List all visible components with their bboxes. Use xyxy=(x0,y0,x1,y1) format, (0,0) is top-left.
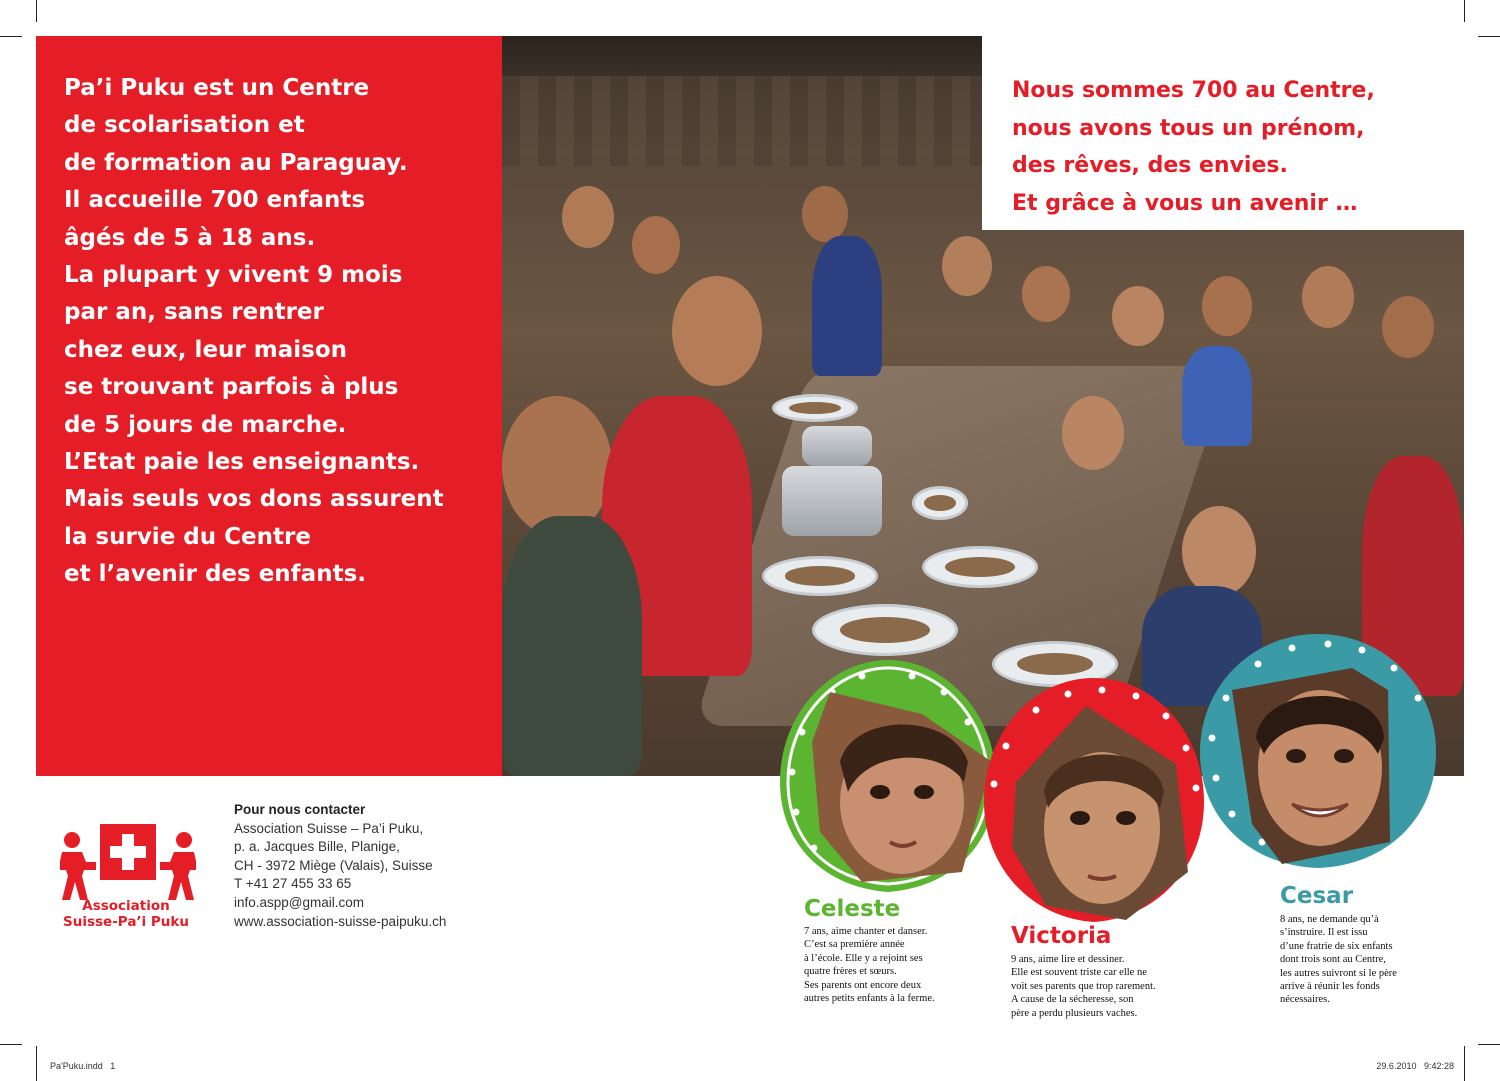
crop-mark xyxy=(1464,1046,1465,1081)
quote-line: Nous sommes 700 au Centre, xyxy=(1012,78,1375,103)
child-figure xyxy=(942,236,992,296)
child-figure xyxy=(672,276,762,386)
crop-mark xyxy=(0,36,22,37)
intro-line: âgés de 5 à 18 ans. xyxy=(64,224,316,251)
child-figure xyxy=(1202,276,1252,336)
intro-line: et l’avenir des enfants. xyxy=(64,561,366,588)
bio-line: A cause de la sécheresse, son xyxy=(1011,994,1134,1006)
intro-line: Mais seuls vos dons assurent xyxy=(64,486,444,513)
intro-line: par an, sans rentrer xyxy=(64,299,324,326)
bio-line: s’instruire. Il est issu xyxy=(1280,927,1368,939)
bio-line: Elle est souvent triste car elle ne xyxy=(1011,967,1147,979)
quote-line: nous avons tous un prénom, xyxy=(1012,115,1365,141)
intro-line: chez eux, leur maison xyxy=(64,336,347,363)
child-shirt xyxy=(812,236,882,376)
plate xyxy=(922,546,1038,588)
cooking-pot xyxy=(782,466,882,536)
plate xyxy=(762,556,878,596)
bio-line: 8 ans, ne demande qu’à xyxy=(1280,914,1379,925)
intro-line: Pa’i Puku est un Centre xyxy=(64,75,370,101)
print-footer-file: Pa'Puku.indd 1 xyxy=(50,1061,116,1071)
print-footer-date: 29.6.2010 9:42:28 xyxy=(1376,1061,1454,1071)
quote-box xyxy=(982,36,1464,230)
contact-title: Pour nous contacter xyxy=(234,802,366,817)
bio-line: d’une fratrie de six enfants xyxy=(1280,940,1393,952)
contact-phone: T +41 27 455 33 65 xyxy=(234,876,352,892)
intro-line: de 5 jours de marche. xyxy=(64,411,347,438)
child-figure xyxy=(802,186,848,242)
child-figure xyxy=(562,186,614,248)
contact-line: Association Suisse – Pa’i Puku, xyxy=(234,820,424,836)
crop-mark xyxy=(36,0,37,22)
child-figure xyxy=(502,396,612,536)
child-name-victoria: Victoria xyxy=(1011,923,1112,949)
contact-block xyxy=(234,801,446,931)
quote-line: des rêves, des envies. xyxy=(1012,153,1288,178)
bio-line: à l’école. Elle y a rejoint ses xyxy=(804,952,923,964)
plate xyxy=(772,394,858,422)
bio-line: 9 ans, aime lire et dessiner. xyxy=(1011,954,1125,965)
intro-line: la survie du Centre xyxy=(64,523,311,550)
logo-line: Association xyxy=(82,898,170,914)
child-shirt xyxy=(502,516,642,776)
bio-line: quatre frères et sœurs. xyxy=(804,966,897,978)
contact-line: CH - 3972 Miège (Valais), Suisse xyxy=(234,857,433,873)
quote-line: Et grâce à vous un avenir … xyxy=(1012,190,1358,216)
crop-mark xyxy=(0,1044,22,1045)
intro-line: de formation au Paraguay. xyxy=(64,149,408,176)
portrait-celeste xyxy=(772,652,1004,902)
child-name-cesar: Cesar xyxy=(1280,883,1354,909)
intro-panel xyxy=(36,36,502,776)
plate xyxy=(812,604,958,656)
portrait-cesar xyxy=(1192,628,1444,874)
intro-line: La plupart y vivent 9 mois xyxy=(64,262,403,289)
bio-line: père a perdu plusieurs vaches. xyxy=(1011,1007,1138,1019)
bio-line: les autres suivront si le père xyxy=(1280,967,1397,979)
child-figure xyxy=(1062,396,1124,470)
child-bio-cesar xyxy=(1280,913,1397,1007)
child-figure xyxy=(632,216,680,274)
logo-name xyxy=(40,898,212,930)
child-figure xyxy=(1112,286,1164,346)
child-bio-victoria xyxy=(1011,953,1156,1020)
contact-website[interactable]: www.association-suisse-paipuku.ch xyxy=(234,913,447,929)
bio-line: dont trois sont au Centre, xyxy=(1280,954,1386,966)
child-bio-celeste xyxy=(804,925,935,1005)
child-figure xyxy=(1382,296,1434,358)
bio-line: C’est sa première année xyxy=(804,939,905,951)
plate xyxy=(912,486,968,520)
crop-mark xyxy=(1478,36,1500,37)
intro-text xyxy=(64,70,494,594)
bio-line: 7 ans, aime chanter et danser. xyxy=(804,926,928,937)
intro-line: Il accueille 700 enfants xyxy=(64,187,366,214)
bio-line: arrive à réunir les fonds xyxy=(1280,981,1380,993)
child-figure xyxy=(1302,266,1354,328)
crop-mark xyxy=(1478,1044,1500,1045)
cooking-pot xyxy=(802,426,872,466)
intro-line: L’Etat paie les enseignants. xyxy=(64,449,420,476)
crop-mark xyxy=(36,1046,37,1081)
crop-mark xyxy=(1464,0,1465,22)
intro-line: se trouvant parfois à plus xyxy=(64,374,399,401)
child-shirt xyxy=(1182,346,1252,446)
child-figure xyxy=(1182,506,1256,596)
contact-email[interactable]: info.aspp@gmail.com xyxy=(234,894,365,910)
bio-line: voit ses parents que trop rarement. xyxy=(1011,980,1156,992)
logo-line: Suisse-Pa’i Puku xyxy=(63,914,189,930)
intro-line: de scolarisation et xyxy=(64,112,305,139)
contact-line: p. a. Jacques Bille, Planige, xyxy=(234,839,400,855)
bio-line: nécessaires. xyxy=(1280,994,1330,1006)
bio-line: autres petits enfants à la ferme. xyxy=(804,993,935,1005)
quote-text xyxy=(1012,72,1375,222)
child-name-celeste: Celeste xyxy=(804,896,901,922)
child-figure xyxy=(1022,266,1070,322)
bio-line: Ses parents ont encore deux xyxy=(804,979,922,991)
portrait-victoria xyxy=(976,672,1212,932)
